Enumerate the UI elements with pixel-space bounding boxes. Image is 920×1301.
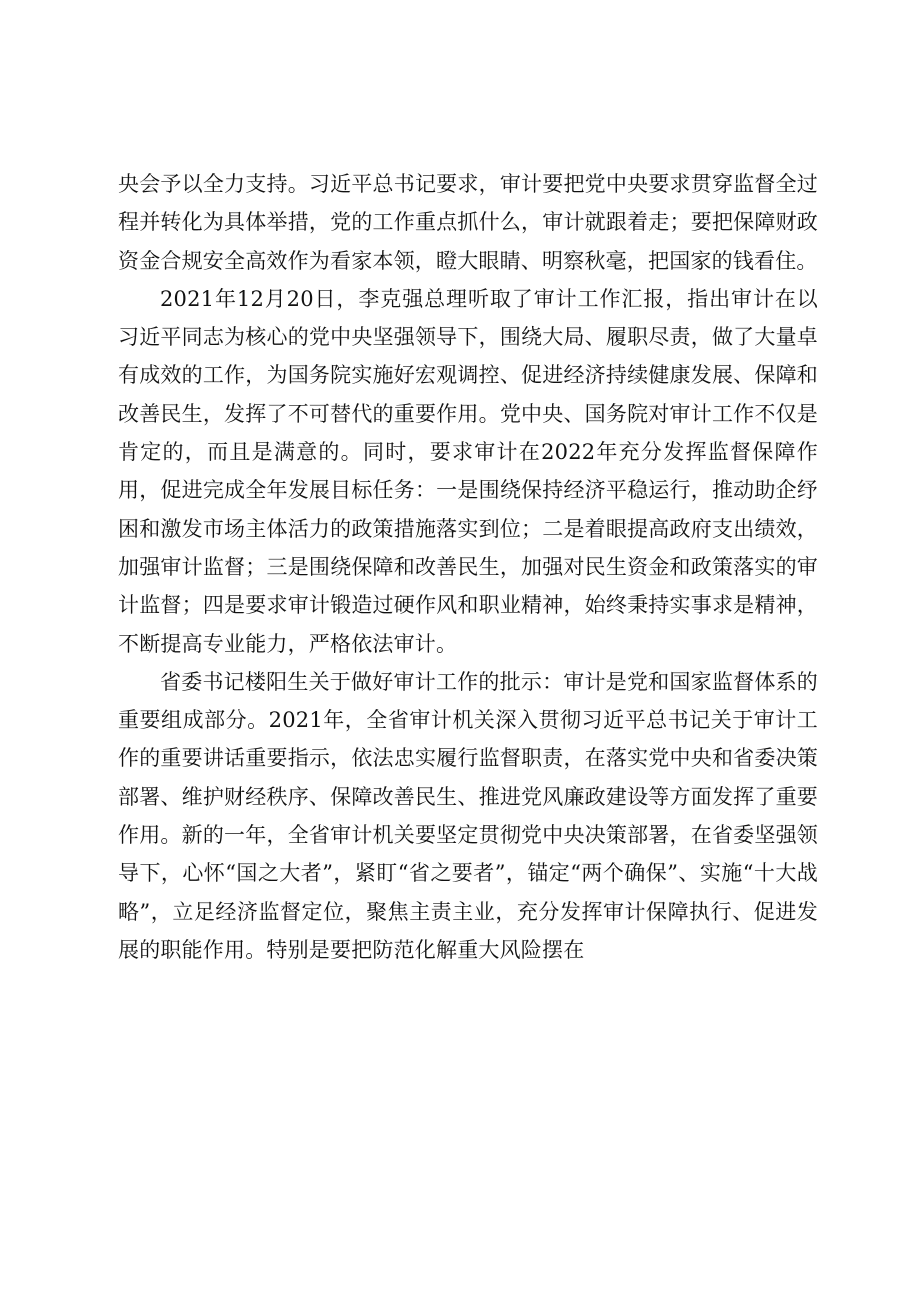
paragraph-premier-report: 2021年12月20日，李克强总理听取了审计工作汇报，指出审计在以习近平同志为核心的党中央坚强领导下，围绕大局、履职尽责，做了大量卓有成效的工作，为国务院实施好宏观调控、促进经济持续健康发展、保障和改善民生，发挥了不可替代的重要作用。党中央、国务院对审计工作不仅是肯定的，而且是满意的。同时，要求审计在2022年充分发挥监督保障作用，促进完成全年发展目标任务：一是围绕保持经济平稳运行，推动助企纾困和激发市场主体活力的政策措施落实到位；二是着眼提高政府支出绩效，加强审计监督；三是围绕保障和改善民生，加强对民生资金和政策落实的审计监督；四是要求审计锻造过硬作风和职业精神，始终秉持实事求是精神，不断提高专业能力，严格依法审计。 [118, 286, 818, 656]
document-body [118, 165, 818, 969]
paragraph-continuation: 央会予以全力支持。习近平总书记要求，审计要把党中央要求贯穿监督全过程并转化为具体举措，党的工作重点抓什么，审计就跟着走；要把保障财政资金合规安全高效作为看家本领，瞪大眼睛、明察秋毫，把国家的钱看住。 [118, 172, 818, 273]
paragraph-provincial-instruction: 省委书记楼阳生关于做好审计工作的批示：审计是党和国家监督体系的重要组成部分。2021年，全省审计机关深入贯彻习近平总书记关于审计工作的重要讲话重要指示，依法忠实履行监督职责，在落实党中央和省委决策部署、维护财经秩序、保障改善民生、推进党风廉政建设等方面发挥了重要作用。新的一年，全省审计机关要坚定贯彻党中央决策部署，在省委坚强领导下，心怀“国之大者”，紧盯“省之要者”，锚定“两个确保”、实施“十大战略”，立足经济监督定位，聚焦主责主业，充分发挥审计保障执行、促进发展的职能作用。特别是要把防范化解重大风险摆在 [118, 669, 818, 962]
